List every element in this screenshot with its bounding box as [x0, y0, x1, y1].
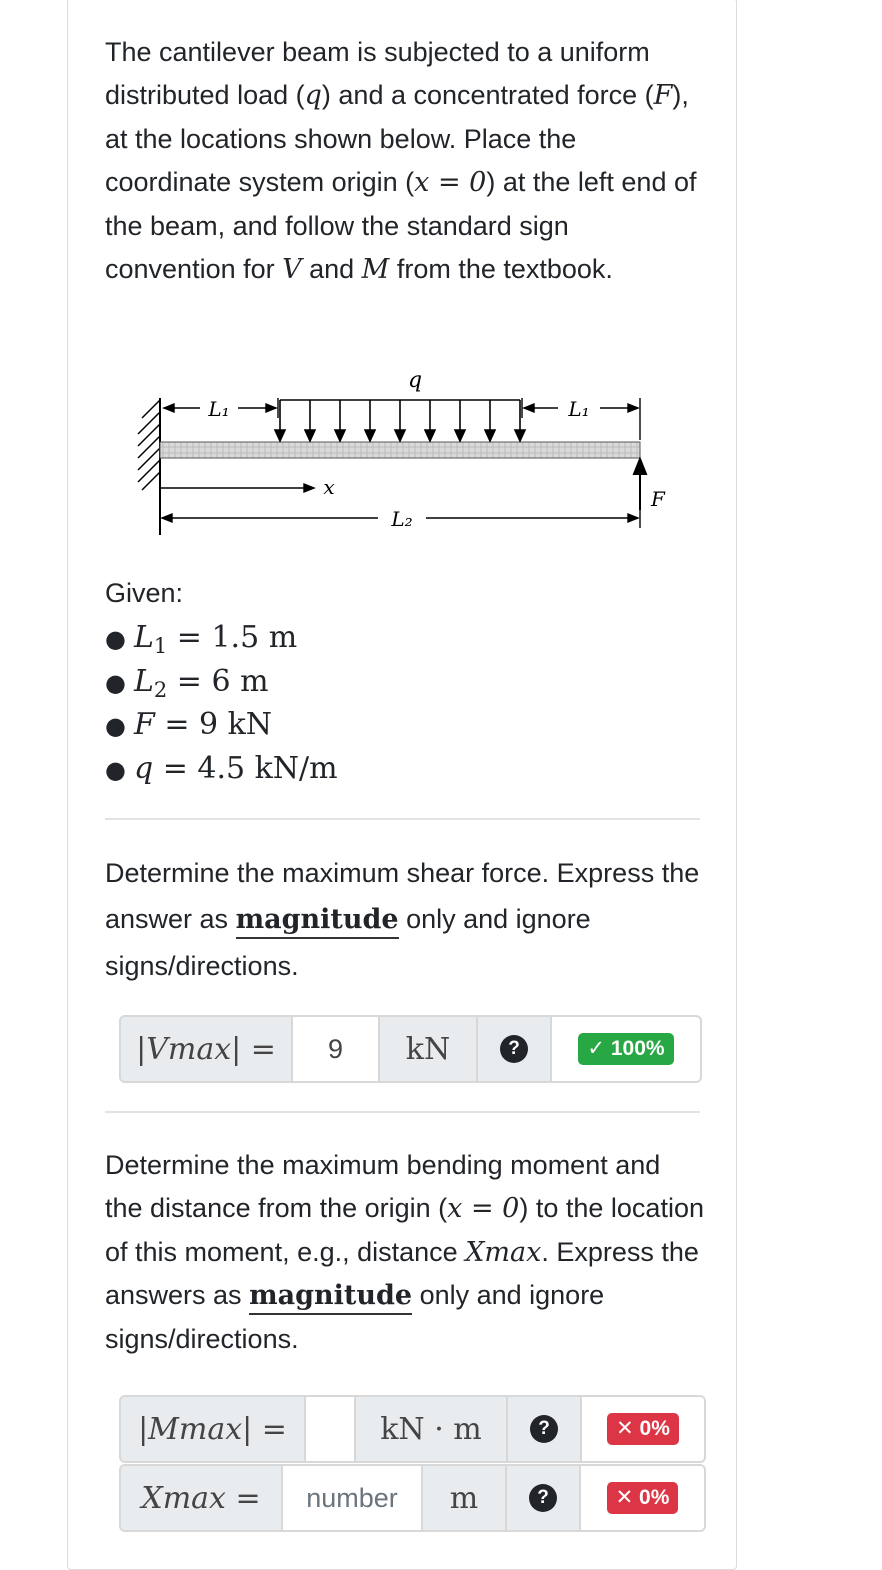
l1-left-label: L₁	[208, 397, 230, 421]
given-item: ● q = 4.5 kN/m	[105, 750, 338, 786]
magnitude-emphasis: magnitude	[236, 904, 399, 939]
beam-diagram	[130, 360, 670, 540]
vmax-input-field[interactable]	[293, 1017, 378, 1081]
given-title: Given:	[105, 578, 184, 608]
question-1-text: Determine the maximum shear force. Express the answer as magnitude only and ignore signs/directions.	[105, 858, 700, 981]
vmax-input[interactable]	[293, 1017, 380, 1081]
given-list	[105, 616, 338, 790]
beam	[160, 442, 640, 458]
mmax-input-field[interactable]	[306, 1397, 354, 1461]
vmax-label: |Vmax| =	[121, 1017, 293, 1081]
q-symbol: q	[304, 80, 322, 112]
score-badge: ✕ 0%	[607, 1482, 679, 1514]
given-item: ● $L_1 = 1.5$ m	[105, 620, 298, 658]
problem-statement	[105, 31, 705, 291]
q-label: q	[407, 368, 423, 393]
mmax-score	[582, 1397, 704, 1461]
origin-equation: x = 0	[414, 167, 487, 199]
given-item: ● $L_2 = 6$ m	[105, 663, 269, 702]
l2-label: L₂	[391, 507, 413, 531]
f-label: F	[651, 487, 665, 511]
vmax-unit: kN	[380, 1017, 478, 1081]
mmax-unit: kN · m	[356, 1397, 508, 1461]
f-symbol: F	[653, 80, 673, 112]
xmax-input-field[interactable]	[283, 1466, 421, 1530]
l1-right-label: L₁	[568, 397, 590, 421]
intro-text: The cantilever beam is subjected to a uniform distributed load (	[105, 37, 650, 111]
intro-text: ) at the left end of the beam, and follow the standard sign convention for	[105, 167, 697, 285]
xmax-unit: m	[423, 1466, 507, 1530]
score-badge: ✓ 100%	[578, 1033, 673, 1065]
v-symbol: V	[282, 254, 302, 286]
xmax-score	[581, 1466, 704, 1530]
vmax-score	[552, 1017, 700, 1081]
help-icon[interactable]: ?	[500, 1035, 528, 1063]
mmax-label: |Mmax| =	[121, 1397, 306, 1461]
given-item: ● F = 9 kN	[105, 707, 273, 743]
moment-answer-row	[119, 1395, 706, 1463]
mmax-input[interactable]	[306, 1397, 356, 1461]
fixed-wall	[138, 398, 160, 535]
score-badge: ✕ 0%	[607, 1413, 679, 1445]
m-symbol: M	[361, 254, 390, 286]
xmax-answer-row	[119, 1464, 706, 1532]
x-axis-arrow	[160, 484, 314, 492]
intro-text: from the textbook.	[389, 254, 613, 285]
x-label: x	[323, 475, 335, 499]
xmax-label: Xmax =	[121, 1466, 283, 1530]
divider	[105, 818, 700, 820]
help-icon[interactable]: ?	[529, 1484, 557, 1512]
magnitude-emphasis: magnitude	[249, 1280, 412, 1315]
vmax-help[interactable]	[478, 1017, 552, 1081]
intro-text: ) and a concentrated force (	[321, 80, 654, 111]
intro-text: and	[301, 254, 362, 285]
force-arrow	[634, 459, 646, 510]
xmax-input[interactable]	[283, 1466, 423, 1530]
intro-text: ), at the locations shown below. Place the coordinate system origin (	[105, 80, 689, 198]
xmax-help[interactable]	[507, 1466, 581, 1530]
mmax-help[interactable]	[508, 1397, 582, 1461]
divider	[105, 1111, 700, 1113]
distributed-load	[275, 400, 525, 441]
question-2-text: Determine the maximum bending moment and the distance from the origin (x = 0) to the location of this moment, e.g., distance Xmax. Express the answers as magnitude only and ignore signs/directions.	[105, 1150, 704, 1354]
shear-answer-row	[119, 1015, 702, 1083]
help-icon[interactable]: ?	[530, 1415, 558, 1443]
